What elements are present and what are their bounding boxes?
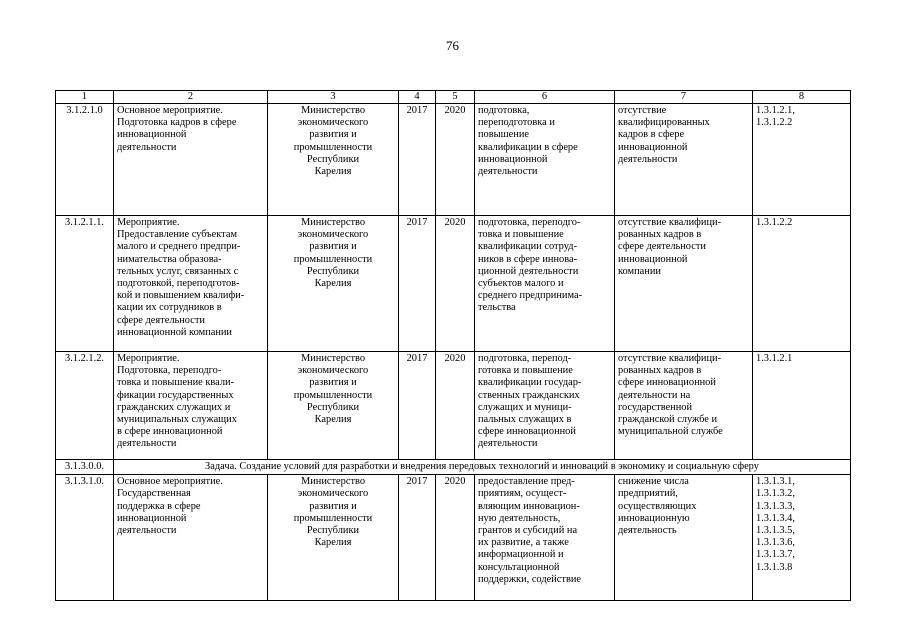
task-text: Задача. Создание условий для разработки и внедрения передовых технологий и инноваций в экономику и социальную сферу (114, 460, 851, 475)
expected-result-line: их развитие, а также (478, 537, 569, 549)
event-name-line: Подготовка, переподго- (117, 365, 222, 377)
indicators-line: 1.3.1.2.1, (756, 105, 795, 116)
risk (615, 104, 753, 216)
event-name (114, 475, 268, 601)
event-code: 3.1.2.1.1. (56, 216, 114, 352)
executor-line: Министерство (300, 105, 366, 116)
risk-line: кадров в сфере (618, 129, 685, 141)
column-number: 5 (436, 91, 475, 104)
expected-result (475, 104, 615, 216)
expected-result-line: переподготовка и (478, 117, 555, 129)
expected-result-line: приятиям, осущест- (478, 488, 567, 500)
executor-line: экономического (297, 365, 369, 377)
expected-result (475, 352, 615, 460)
event-name-line: поддержка в сфере (117, 500, 201, 512)
event-name-line: инновационной (117, 512, 187, 524)
expected-result-line: повышение (478, 129, 529, 141)
risk-line: деятельность (618, 525, 677, 537)
executor-line: Республики (306, 153, 360, 165)
expected-result-line: квалификации в сфере (478, 141, 578, 153)
risk-line: сфере деятельности (618, 241, 706, 253)
executor-line: развития и (309, 500, 357, 512)
task-code: 3.1.3.0.0. (56, 460, 114, 475)
executor-line: Карелия (314, 414, 352, 426)
risk-line: государственной (618, 401, 693, 413)
indicators-line: 1.3.1.3.1, (756, 476, 795, 488)
indicators (753, 475, 851, 601)
risk (615, 216, 753, 352)
expected-result-line: квалификации государ- (478, 377, 582, 389)
expected-result (475, 216, 615, 352)
executor-line: развития и (309, 129, 357, 141)
risk (615, 352, 753, 460)
indicators-line: 1.3.1.3.8 (756, 561, 793, 573)
event-name-line: в сфере инновационной (117, 426, 223, 438)
expected-result-line: подготовка, переподго- (478, 217, 581, 228)
expected-result-line: вляющим инновацион- (478, 500, 580, 512)
column-number: 4 (399, 91, 436, 104)
expected-result-line: ционной деятельности (478, 265, 579, 277)
executor (268, 352, 399, 460)
event-name (114, 216, 268, 352)
event-name-line: Государственная (117, 488, 191, 500)
column-number: 8 (753, 91, 851, 104)
executor-line: Министерство (300, 353, 366, 364)
risk-line: отсутствие квалифици- (618, 217, 722, 228)
expected-result-line: квалификации сотруд- (478, 241, 578, 253)
expected-result-line: деятельности (478, 166, 538, 178)
indicators-line: 1.3.1.3.5, (756, 525, 795, 537)
start-year: 2017 (399, 352, 436, 460)
event-name-line: кации их сотрудников в (117, 302, 222, 314)
table-row (56, 475, 851, 601)
start-year: 2017 (399, 216, 436, 352)
page-number: 76 (446, 38, 459, 53)
event-name-line: фикации государственных (117, 389, 234, 401)
executor-line: развития и (309, 377, 357, 389)
indicators-line: 1.3.1.3.2, (756, 488, 795, 500)
event-name-line: нимательства образова- (117, 253, 222, 265)
end-year: 2020 (436, 104, 475, 216)
event-name-line: малого и среднего предпри- (117, 241, 241, 253)
event-code: 3.1.2.1.2. (56, 352, 114, 460)
executor-line: Республики (306, 401, 360, 413)
indicators-line: 1.3.1.3.3, (756, 500, 795, 512)
event-name-line: Мероприятие. (117, 353, 180, 364)
executor-line: промышленности (293, 141, 373, 153)
indicators-line: 1.3.1.3.6, (756, 537, 795, 549)
expected-result (475, 475, 615, 601)
expected-result-line: пальных служащих в (478, 414, 572, 426)
table-row (56, 104, 851, 216)
executor-line: промышленности (293, 389, 373, 401)
risk-line: гражданской службе и (618, 414, 718, 426)
event-name-line: муниципальных служащих (117, 414, 237, 426)
expected-result-line: инновационной (478, 153, 548, 165)
indicators (753, 352, 851, 460)
indicators-line: 1.3.1.2.2 (756, 117, 793, 129)
expected-result-line: ную деятельность, (478, 512, 561, 524)
table-row (56, 216, 851, 352)
expected-result-line: подготовка, (478, 105, 530, 116)
risk-line: предприятий, (618, 488, 678, 500)
risk-line: осуществляющих (618, 500, 697, 512)
header-row (56, 91, 851, 104)
risk-line: муниципальной службе (618, 426, 723, 438)
expected-result-line: консультационной (478, 561, 560, 573)
executor-line: промышленности (293, 512, 373, 524)
event-name-line: инновационной (117, 129, 187, 141)
event-name-line: гражданских служащих и (117, 401, 231, 413)
expected-result-line: подготовка, перепод- (478, 353, 572, 364)
risk-line: сфере инновационной (618, 377, 716, 389)
expected-result-line: информационной и (478, 549, 564, 561)
risk-line: отсутствие квалифици- (618, 353, 722, 364)
event-code: 3.1.2.1.0 (56, 104, 114, 216)
event-name-line: тельных услуг, связанных с (117, 265, 239, 277)
risk-line: компании (618, 265, 661, 277)
event-name-line: деятельности (117, 438, 177, 450)
end-year: 2020 (436, 216, 475, 352)
expected-result-line: тельства (478, 302, 516, 314)
risk-line: инновационную (618, 512, 690, 524)
executor-line: Министерство (300, 217, 366, 228)
expected-result-line: субъектов малого и (478, 278, 564, 290)
risk-line: рованных кадров в (618, 365, 702, 377)
executor-line: экономического (297, 229, 369, 241)
executor-line: промышленности (293, 253, 373, 265)
expected-result-line: грантов и субсидий на (478, 525, 578, 537)
start-year: 2017 (399, 475, 436, 601)
expected-result-line: служащих и муници- (478, 401, 572, 413)
executor (268, 216, 399, 352)
program-table (55, 90, 851, 601)
risk-line: рованных кадров в (618, 229, 702, 241)
event-name-line: подготовкой, переподготов- (117, 278, 240, 290)
expected-result-line: сфере инновационной (478, 426, 576, 438)
column-number: 3 (268, 91, 399, 104)
event-name (114, 104, 268, 216)
indicators (753, 104, 851, 216)
event-name-line: товка и повышение квали- (117, 377, 235, 389)
risk-line: квалифицированных (618, 117, 710, 129)
expected-result-line: ников в сфере иннова- (478, 253, 578, 265)
event-name-line: Подготовка кадров в сфере (117, 117, 237, 129)
column-number: 7 (615, 91, 753, 104)
event-name-line: Основное мероприятие. (117, 476, 223, 488)
event-name-line: деятельности (117, 141, 177, 153)
risk-line: инновационной (618, 141, 688, 153)
risk-line: деятельности на (618, 389, 691, 401)
risk-line: деятельности (618, 153, 678, 165)
start-year: 2017 (399, 104, 436, 216)
event-name-line: Предоставление субъектам (117, 229, 238, 241)
executor-line: Карелия (314, 166, 352, 178)
column-number: 6 (475, 91, 615, 104)
executor-line: экономического (297, 117, 369, 129)
indicators (753, 216, 851, 352)
event-name-line: инновационной компании (117, 326, 232, 338)
end-year: 2020 (436, 475, 475, 601)
column-number: 1 (56, 91, 114, 104)
table-row (56, 352, 851, 460)
executor (268, 475, 399, 601)
executor-line: Карелия (314, 278, 352, 290)
event-name-line: кой и повышением квалифи- (117, 290, 245, 302)
executor-line: развития и (309, 241, 357, 253)
executor-line: Республики (306, 525, 360, 537)
risk-line: снижение числа (618, 476, 689, 488)
executor-line: Министерство (300, 476, 366, 488)
event-name-line: Мероприятие. (117, 217, 180, 228)
executor (268, 104, 399, 216)
expected-result-line: поддержки, содействие (478, 573, 582, 585)
event-name-line: деятельности (117, 525, 177, 537)
expected-result-line: предоставление пред- (478, 476, 575, 488)
event-name-line: сфере деятельности (117, 314, 205, 326)
event-code: 3.1.3.1.0. (56, 475, 114, 601)
expected-result-line: деятельности (478, 438, 538, 450)
indicators-line: 1.3.1.3.7, (756, 549, 795, 561)
expected-result-line: товка и повышение (478, 229, 564, 241)
risk-line: отсутствие (618, 105, 667, 116)
executor-line: экономического (297, 488, 369, 500)
end-year: 2020 (436, 352, 475, 460)
risk-line: инновационной (618, 253, 688, 265)
expected-result-line: среднего предпринима- (478, 290, 583, 302)
indicators-line: 1.3.1.2.1 (756, 353, 793, 364)
indicators-line: 1.3.1.2.2 (756, 217, 793, 228)
indicators-line: 1.3.1.3.4, (756, 512, 795, 524)
expected-result-line: готовка и повышение (478, 365, 573, 377)
column-number: 2 (114, 91, 268, 104)
risk (615, 475, 753, 601)
task-row (56, 460, 851, 475)
event-name (114, 352, 268, 460)
event-name-line: Основное мероприятие. (117, 105, 223, 116)
expected-result-line: ственных гражданских (478, 389, 580, 401)
executor-line: Республики (306, 265, 360, 277)
executor-line: Карелия (314, 537, 352, 549)
